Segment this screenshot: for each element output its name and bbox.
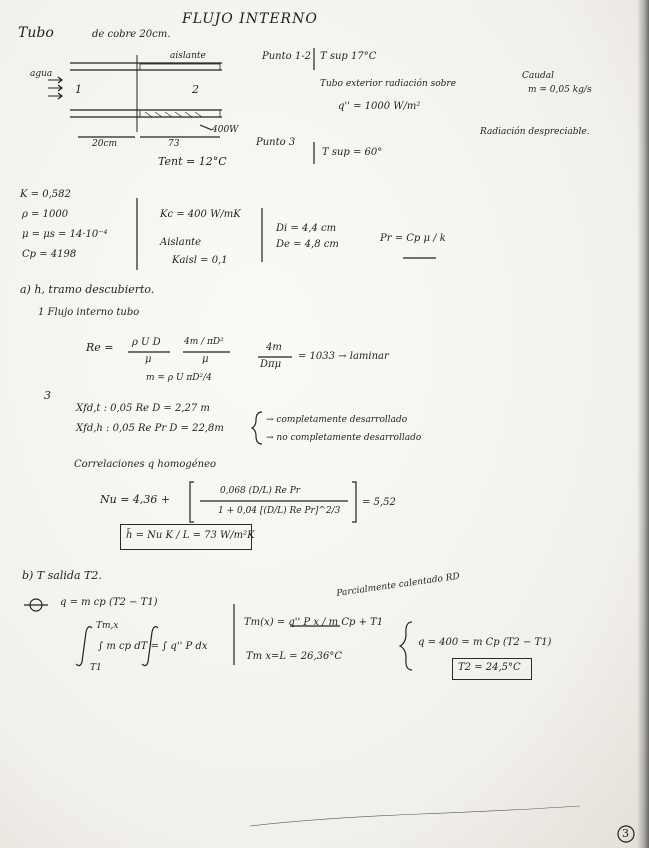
heat-label: 400W (212, 125, 239, 135)
tm-equation: Tm(x) = q'' P x / m Cp + T1 (244, 617, 384, 628)
part-a-item-3: 3 (44, 389, 51, 402)
re-lhs: Re = (86, 341, 114, 354)
xfd-hydro: Xfd,h : 0,05 Re Pr D = 22,8m (76, 423, 224, 434)
caudal-label: Caudal (522, 71, 555, 81)
re-frac2-den: μ (202, 354, 209, 365)
condition-developed: → completamente desarrollado (266, 415, 408, 425)
property-cp: Cp = 4198 (22, 249, 77, 260)
xfd-thermal: Xfd,t : 0,05 Re D = 2,27 m (76, 403, 210, 414)
punto-3-label: Punto 3 (256, 137, 296, 148)
tubo-exterior-note: Tubo exterior radiación sobre (320, 79, 457, 89)
re-frac1-den: μ (145, 354, 152, 365)
page-edge-shadow (637, 0, 649, 848)
partial-heating-note: Parcialmente calentado RD (335, 571, 461, 599)
re-frac1-num: ρ U D (132, 337, 161, 348)
property-k: K = 0,582 (20, 189, 71, 200)
caudal-value: m = 0,05 kg/s (528, 85, 592, 95)
nusselt-denominator: 1 + 0,04 [(D/L) Re Pr]^2/3 (218, 506, 341, 516)
re-frac2-num: 4m / πD² (184, 337, 224, 347)
part-b-heading: b) T salida T2. (22, 569, 102, 582)
t2-result: T2 = 24,5°C (458, 662, 521, 673)
length-2-label: 73 (168, 139, 180, 149)
part-a-item-1: 1 Flujo interno tubo (38, 307, 140, 318)
page-title: FLUJO INTERNO (182, 11, 318, 27)
radiacion-note: Radiación despreciable. (480, 127, 590, 137)
point-2-label: 2 (192, 83, 199, 96)
point-1-label: 1 (75, 83, 82, 96)
aislante-label: aislante (170, 51, 206, 61)
page-number: 3 (622, 827, 629, 840)
correlations-label: Correlaciones q homogéneo (74, 459, 217, 470)
tubo-label: Tubo (18, 25, 54, 41)
property-kc: Kc = 400 W/mK (160, 209, 241, 220)
mass-flow-equation: m = ρ U πD²/4 (146, 373, 212, 383)
property-di: Di = 4,4 cm (276, 223, 337, 234)
q-400-equation: q = 400 = m Cp (T2 − T1) (418, 637, 552, 648)
property-kaisl: Kaisl = 0,1 (172, 255, 228, 266)
h-equation: h̄ = Nu K / L = 73 W/m²K (126, 530, 255, 541)
integral-equation: ∫ m cp dT = ∫ q'' P dx (98, 641, 208, 652)
length-1-label: 20cm (92, 139, 118, 149)
condition-not-developed: → no completamente desarrollado (266, 433, 422, 443)
punto-12-label: Punto 1-2 (262, 51, 311, 62)
integral-lower: T1 (90, 663, 102, 673)
agua-label: agua (30, 69, 53, 79)
prandtl-formula: Pr = Cp μ / k (380, 233, 446, 244)
punto-12-value: T sup 17°C (320, 51, 377, 62)
property-rho: ρ = 1000 (22, 209, 69, 220)
re-frac3-den: Dπμ (260, 359, 282, 370)
property-mu: μ = μs = 14·10⁻⁴ (22, 229, 108, 240)
flux-value: q'' = 1000 W/m² (338, 101, 421, 112)
property-aislante: Aislante (160, 237, 202, 248)
re-frac3-num: 4m (266, 342, 282, 353)
property-de: De = 4,8 cm (276, 239, 339, 250)
nusselt-result: = 5,52 (362, 497, 396, 508)
energy-balance: q = m cp (T2 − T1) (60, 597, 158, 608)
re-result: = 1033 → laminar (298, 351, 389, 362)
nusselt-numerator: 0,068 (D/L) Re Pr (220, 486, 301, 496)
tubo-description: de cobre 20cm. (92, 29, 171, 40)
nusselt-lhs: Nu = 4,36 + (100, 493, 171, 506)
punto-3-value: T sup = 60° (322, 147, 383, 158)
tm-result: Tm x=L = 26,36°C (246, 651, 343, 662)
integral-upper: Tm,x (96, 621, 119, 631)
inlet-temp-label: Tent = 12°C (158, 155, 227, 168)
part-a-heading: a) h, tramo descubierto. (20, 283, 155, 296)
